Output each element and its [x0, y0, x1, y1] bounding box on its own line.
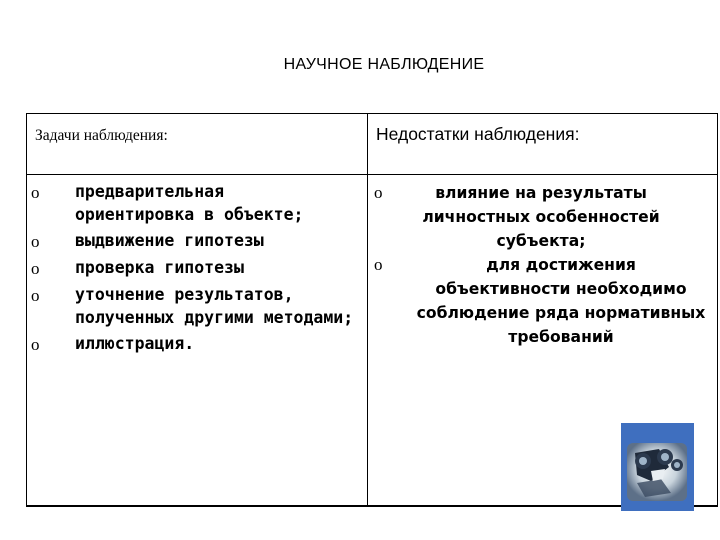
list-item — [368, 181, 718, 253]
drawbacks-list — [368, 181, 718, 349]
page-title: НАУЧНОЕ НАБЛЮДЕНИЕ — [283, 56, 485, 73]
list-item — [368, 253, 718, 349]
drawback-text: для достижения объективности необходимо соблюдение ряда нормативных требований — [416, 256, 706, 346]
bullet-icon: o — [374, 183, 383, 202]
task-text: иллюстрация. — [75, 334, 195, 353]
task-text: выдвижение гипотезы — [75, 231, 264, 250]
header-divider — [27, 174, 717, 175]
bullet-icon: o — [31, 232, 40, 251]
bullet-icon: o — [31, 183, 40, 202]
drawbacks-header: Недостатки наблюдения: — [376, 124, 580, 144]
binoculars-icon — [621, 423, 694, 511]
task-text: уточнение результатов, полученных другими методами; — [75, 285, 354, 327]
task-text: предварительная ориентировка в объекте; — [75, 182, 304, 224]
list-item — [27, 284, 365, 329]
tasks-list — [27, 181, 365, 356]
bullet-icon: o — [374, 255, 383, 274]
tasks-header: Задачи наблюдения: — [35, 127, 168, 144]
drawback-text: влияние на результаты личностных особенностей субъекта; — [422, 184, 660, 250]
list-item — [27, 181, 365, 226]
list-item — [27, 333, 365, 356]
list-item — [27, 230, 365, 253]
bullet-icon: o — [31, 286, 40, 305]
bullet-icon: o — [31, 258, 40, 278]
observation-table — [26, 113, 718, 507]
task-text: проверка гипотезы — [75, 257, 244, 277]
list-item — [27, 257, 365, 280]
bullet-icon: o — [31, 335, 40, 354]
